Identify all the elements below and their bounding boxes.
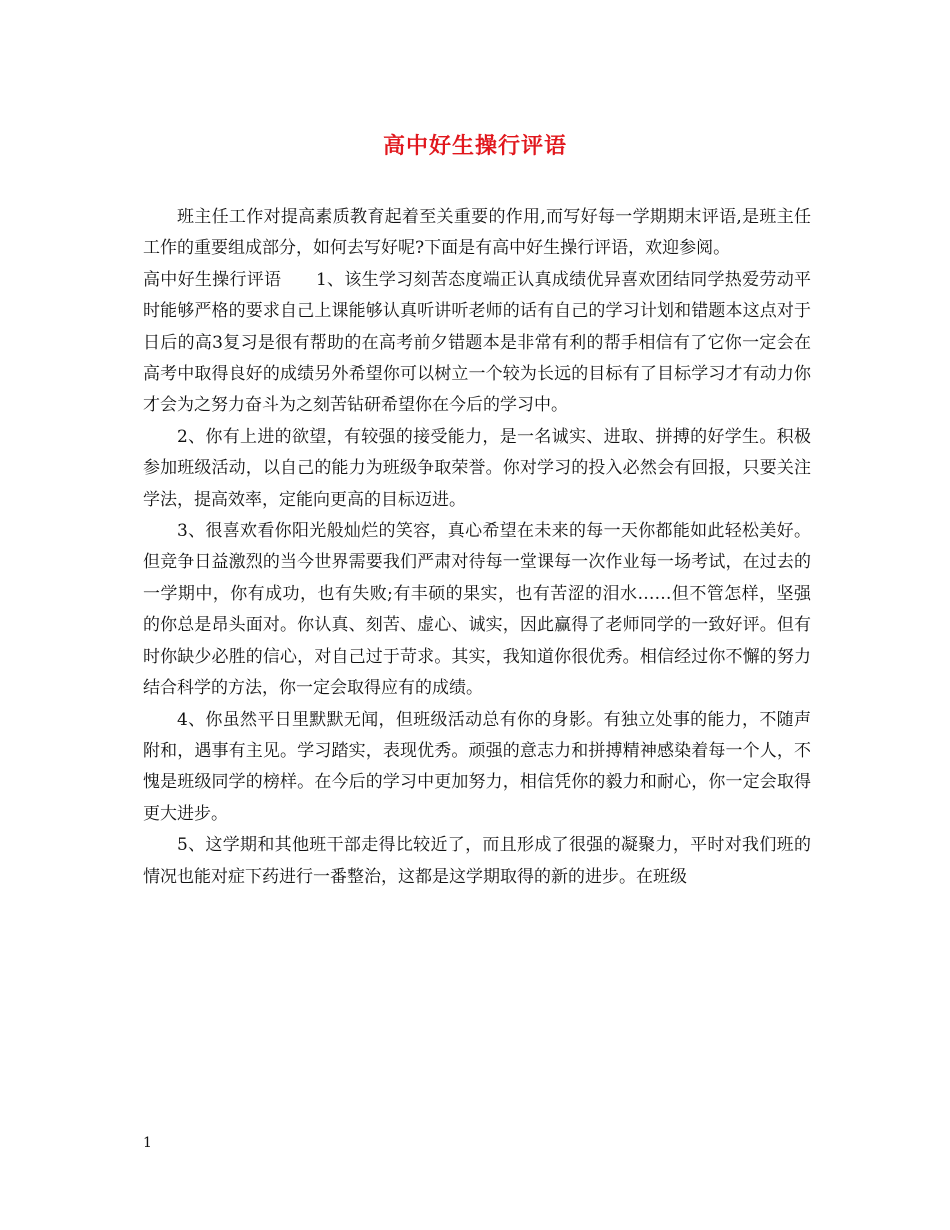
- comment-paragraph-5: 5、这学期和其他班干部走得比较近了，而且形成了很强的凝聚力，平时对我们班的情况也能对症下药进行一番整治，这都是这学期取得的新的进步。在班级: [143, 835, 811, 887]
- comment-paragraph-2: 2、你有上进的欲望，有较强的接受能力，是一名诚实、进取、拼搏的好学生。积极参加班级活动，以自己的能力为班级争取荣誉。你对学习的投入必然会有回报，只要关注学法，提高效率，定能向更高的目标迈进。: [143, 426, 811, 510]
- document-title: 高中好生操行评语: [382, 134, 567, 159]
- intro-paragraph: 班主任工作对提高素质教育起着至关重要的作用,而写好每一学期期末评语,是班主任工作的重要组成部分，如何去写好呢?下面是有高中好生操行评语，欢迎参阅。: [143, 207, 811, 259]
- document-body: [143, 202, 811, 893]
- comment-paragraph-4: 4、你虽然平日里默默无闻，但班级活动总有你的身影。有独立处事的能力，不随声附和，遇事有主见。学习踏实，表现优秀。顽强的意志力和拼搏精神感染着每一个人，不愧是班级同学的榜样。在今后的学习中更加努力，相信凭你的毅力和耐心，你一定会取得更大进步。: [143, 709, 811, 824]
- comment-paragraph-1: 高中好生操行评语 1、该生学习刻苦态度端正认真成绩优异喜欢团结同学热爱劳动平时能够严格的要求自己上课能够认真听讲听老师的话有自己的学习计划和错题本这点对于日后的高3复习是很有帮助的在高考前夕错题本是非常有利的帮手相信有了它你一定会在高考中取得良好的成绩另外希望你可以树立一个较为长远的目标有了目标学习才有动力你才会为之努力奋斗为之刻苦钻研希望你在今后的学习中。: [143, 269, 811, 416]
- comment-paragraph-3: 3、很喜欢看你阳光般灿烂的笑容，真心希望在未来的每一天你都能如此轻松美好。但竞争日益激烈的当今世界需要我们严肃对待每一堂课每一次作业每一场考试，在过去的一学期中，你有成功，也有失败;有丰硕的果实，也有苦涩的泪水……但不管怎样，坚强的你总是昂头面对。你认真、刻苦、虚心、诚实，因此赢得了老师同学的一致好评。但有时你缺少必胜的信心，对自己过于苛求。其实，我知道你很优秀。相信经过你不懈的努力结合科学的方法，你一定会取得应有的成绩。: [143, 521, 811, 699]
- page-number: 1: [143, 1135, 152, 1151]
